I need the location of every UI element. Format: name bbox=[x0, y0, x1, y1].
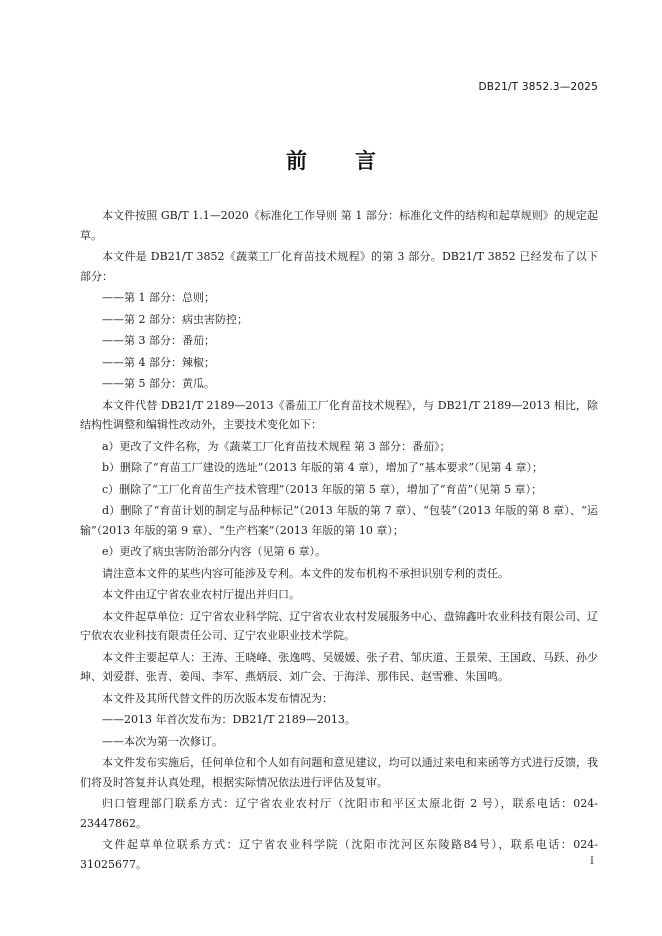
change-item-c: c）删除了“工厂化育苗生产技术管理”（2013 年版的第 5 章），增加了“育苗”（见第 5 章）； bbox=[102, 482, 543, 496]
list-item-part-4: ——第 4 部分：辣椒； bbox=[102, 355, 215, 369]
paragraph-drafting-rules: 本文件按照 GB/T 1.1—2020《标准化工作导则 第 1 部分：标准化文件的结构和起草规则》的规定起草。 bbox=[80, 209, 598, 242]
paragraph-proposer: 本文件由辽宁省农业农村厅提出并归口。 bbox=[102, 588, 300, 601]
foreword-body bbox=[80, 206, 598, 876]
paragraph-feedback: 本文件发布实施后，任何单位和个人如有问题和意见建议，均可以通过来电和来函等方式进行反馈，我们将及时答复并认真处理，根据实际情况依法进行评估及复审。 bbox=[80, 756, 598, 789]
paragraph-drafting-units: 本文件起草单位：辽宁省农业科学院、辽宁省农业农村发展服务中心、盘锦鑫叶农业科技有限公司、辽宁依农农业科技有限责任公司、辽宁农业职业技术学院。 bbox=[80, 609, 598, 642]
document-code: DB21/T 3852.3—2025 bbox=[478, 81, 598, 93]
paragraph-admin-contact: 归口管理部门联系方式：辽宁省农业农村厅（沈阳市和平区太原北街 2 号），联系电话：024-23447862。 bbox=[80, 797, 598, 830]
change-item-b: b）删除了“育苗工厂建设的选址”（2013 年版的第 4 章），增加了“基本要求”（见第 4 章）； bbox=[102, 461, 544, 474]
list-item-part-3: ——第 3 部分：番茄； bbox=[102, 334, 215, 347]
history-item-first: ——2013 年首次发布为：DB21/T 2189—2013。 bbox=[102, 713, 356, 726]
change-item-a: a）更改了文件名称，为《蔬菜工厂化育苗技术规程 第 3 部分：番茄》； bbox=[102, 439, 451, 453]
page-number: I bbox=[590, 856, 594, 867]
paragraph-drafters: 本文件主要起草人：王涛、王晓峰、张逸鸣、吴媛媛、张子君、邹庆道、王景荣、王国政、马跃、孙少坤、刘爱群、张青、姜闯、李军、燕炳辰、刘广会、于海洋、那伟民、赵雪雅、朱国鸣。 bbox=[80, 650, 598, 683]
list-item-part-2: ——第 2 部分：病虫害防控； bbox=[102, 312, 248, 326]
paragraph-history-intro: 本文件及其所代替文件的历次版本发布情况为： bbox=[102, 691, 333, 705]
list-item-part-1: ——第 1 部分：总则； bbox=[102, 291, 215, 304]
paragraph-series-intro: 本文件是 DB21/T 3852《蔬菜工厂化育苗技术规程》的第 3 部分。DB21/T 3852 已经发布了以下部分： bbox=[80, 250, 598, 283]
paragraph-patent-notice: 请注意本文件的某些内容可能涉及专利。本文件的发布机构不承担识别专利的责任。 bbox=[102, 566, 509, 580]
paragraph-drafter-contact: 文件起草单位联系方式：辽宁省农业科学院（沈阳市沈河区东陵路84号），联系电话：024-31025677。 bbox=[80, 838, 598, 871]
change-item-e: e）更改了病虫害防治部分内容（见第 6 章）。 bbox=[102, 545, 327, 558]
change-item-d: d）删除了“育苗计划的制定与品种标记”（2013 年版的第 7 章）、“包装”（2013 年版的第 8 章）、“运输”（2013 年版的第 9 章）、“生产档案”（2013 年版的第 10 章）； bbox=[80, 504, 598, 537]
page-title: 前言 bbox=[286, 149, 424, 173]
history-item-revision: ——本次为第一次修订。 bbox=[102, 734, 223, 748]
list-item-part-5: ——第 5 部分：黄瓜。 bbox=[102, 377, 215, 390]
paragraph-replacement: 本文件代替 DB21/T 2189—2013《番茄工厂化育苗技术规程》，与 DB21/T 2189—2013 相比，除结构性调整和编辑性改动外，主要技术变化如下： bbox=[80, 398, 598, 431]
